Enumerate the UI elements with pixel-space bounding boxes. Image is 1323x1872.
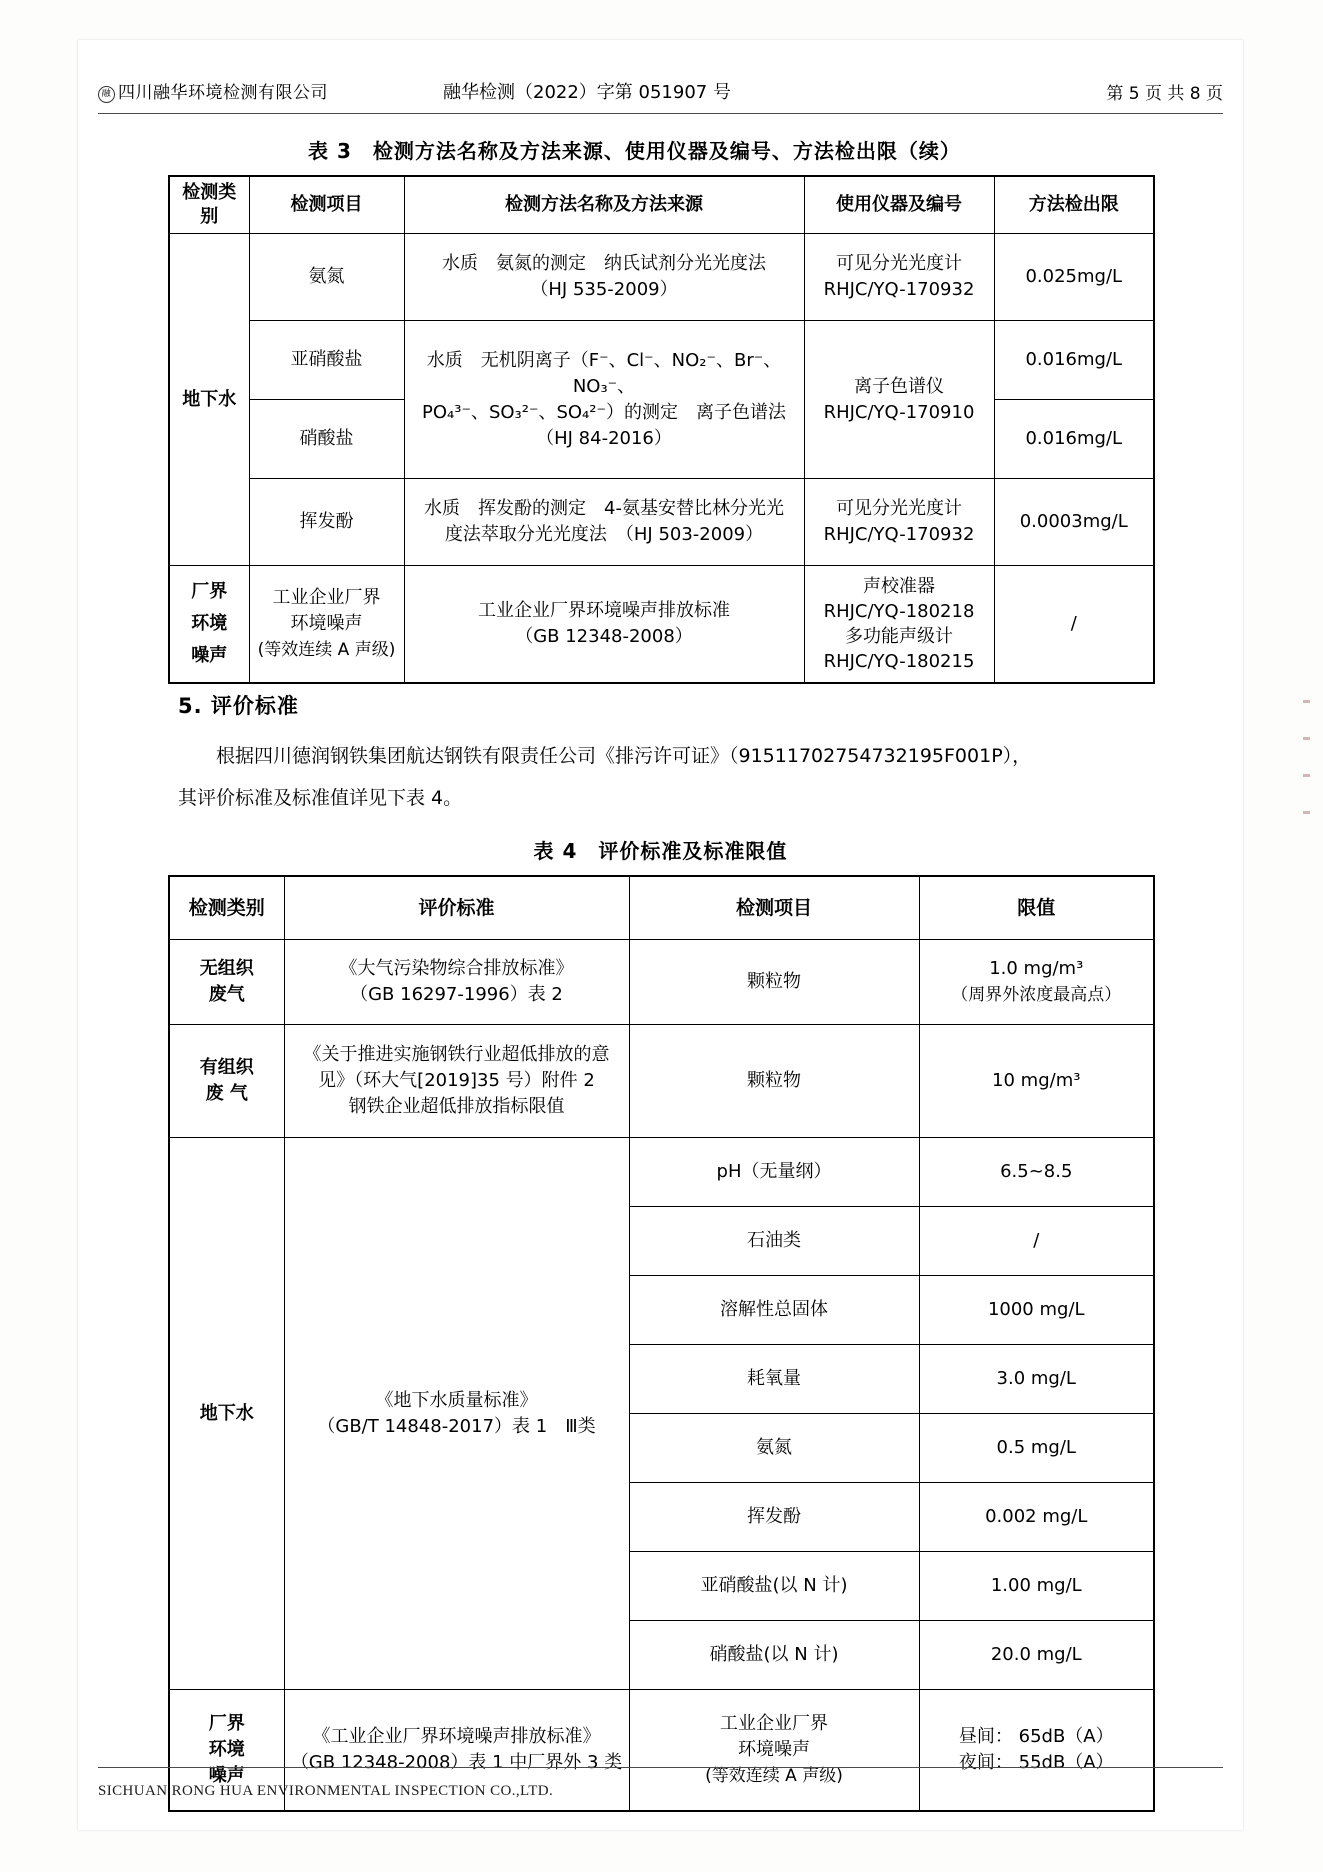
page-header	[98, 78, 1223, 110]
th-limit: 方法检出限	[994, 176, 1154, 234]
cell4-category-noise: 厂界 环境 噪声	[169, 1690, 284, 1812]
cell-limit-volatile-phenol: 0.0003mg/L	[994, 479, 1154, 566]
section-5-paragraph	[178, 735, 1178, 819]
cell-category-noise: 厂界 环境 噪声	[169, 566, 249, 684]
table-method-sources	[168, 175, 1155, 684]
page-sheet	[78, 40, 1243, 1830]
table-row	[169, 940, 1154, 1025]
table-row	[169, 234, 1154, 321]
cell4-limit-particulate-1: 1.0 mg/m³ （周界外浓度最高点）	[919, 940, 1154, 1025]
cell-device-noise: 声校准器 RHJC/YQ-180218 多功能声级计 RHJC/YQ-180215	[804, 566, 994, 684]
cell4-item-nitrite: 亚硝酸盐(以 N 计)	[629, 1552, 919, 1621]
cell4-standard-organized-gas: 《关于推进实施钢铁行业超低排放的意 见》（环大气[2019]35 号）附件 2 钢铁企业超低排放指标限值	[284, 1025, 629, 1138]
cell-device-spectrophotometer-2: 可见分光光度计 RHJC/YQ-170932	[804, 479, 994, 566]
cell-item-noise: 工业企业厂界 环境噪声 (等效连续 A 声级)	[249, 566, 404, 684]
table-row	[169, 876, 1154, 940]
table4-caption: 表 4 评价标准及标准限值	[533, 839, 788, 863]
report-number: 融华检测（2022）字第 051907 号	[443, 82, 731, 103]
cell4-item-noise: 工业企业厂界 环境噪声 (等效连续 A 声级)	[629, 1690, 919, 1812]
table-row	[169, 1138, 1154, 1207]
th4-standard: 评价标准	[284, 876, 629, 940]
cell-item-nitrate: 硝酸盐	[249, 400, 404, 479]
company-name-text: 四川融华环境检测有限公司	[118, 83, 328, 103]
paragraph-line-2: 其评价标准及标准值详见下表 4。	[178, 787, 463, 809]
cell-category-groundwater: 地下水	[169, 234, 249, 566]
header-divider	[98, 113, 1223, 114]
table-row	[169, 176, 1154, 234]
th-device: 使用仪器及编号	[804, 176, 994, 234]
th-method: 检测方法名称及方法来源	[404, 176, 804, 234]
cell4-limit-ammonia: 0.5 mg/L	[919, 1414, 1154, 1483]
cell4-limit-petroleum: /	[919, 1207, 1154, 1276]
footer-company-en: SICHUAN RONG HUA ENVIRONMENTAL INSPECTION CO.,LTD.	[98, 1783, 554, 1799]
footer-divider	[98, 1767, 1223, 1768]
cell-item-volatile-phenol: 挥发酚	[249, 479, 404, 566]
th4-category: 检测类别	[169, 876, 284, 940]
cell4-standard-noise: 《工业企业厂界环境噪声排放标准》 （GB 12348-2008）表 1 中厂界外 3 类	[284, 1690, 629, 1812]
company-logo-icon: 融	[98, 86, 115, 103]
cell-limit-noise: /	[994, 566, 1154, 684]
paragraph-line-1: 根据四川德润钢铁集团航达钢铁有限责任公司《排污许可证》（91511702754732195F001P），	[216, 745, 1032, 767]
cell4-limit-ph: 6.5~8.5	[919, 1138, 1154, 1207]
page-edge-marks	[1303, 700, 1317, 880]
cell4-item-ph: pH（无量纲）	[629, 1138, 919, 1207]
cell-method-ions: 水质 无机阴离子（F⁻、Cl⁻、NO₂⁻、Br⁻、NO₃⁻、 PO₄³⁻、SO₃²⁻、SO₄²⁻）的测定 离子色谱法 （HJ 84-2016）	[404, 321, 804, 479]
table-evaluation-standards	[168, 875, 1155, 1812]
section-title-5: 5. 评价标准	[178, 694, 299, 718]
cell4-item-particulate-2: 颗粒物	[629, 1025, 919, 1138]
table-row	[169, 321, 1154, 400]
cell-device-ion-chromatograph: 离子色谱仪 RHJC/YQ-170910	[804, 321, 994, 479]
cell4-limit-volatile-phenol: 0.002 mg/L	[919, 1483, 1154, 1552]
cell4-limit-noise: 昼间： 65dB（A） 夜间： 55dB（A）	[919, 1690, 1154, 1812]
cell-method-noise: 工业企业厂界环境噪声排放标准 （GB 12348-2008）	[404, 566, 804, 684]
cell4-limit-nitrite: 1.00 mg/L	[919, 1552, 1154, 1621]
cell4-item-ammonia: 氨氮	[629, 1414, 919, 1483]
cell4-limit-cod-mn: 3.0 mg/L	[919, 1345, 1154, 1414]
cell-item-ammonia: 氨氮	[249, 234, 404, 321]
cell4-item-volatile-phenol: 挥发酚	[629, 1483, 919, 1552]
cell4-category-organized-gas: 有组织 废 气	[169, 1025, 284, 1138]
cell4-category-fugitive-gas: 无组织 废气	[169, 940, 284, 1025]
cell-method-ammonia: 水质 氨氮的测定 纳氏试剂分光光度法 （HJ 535-2009）	[404, 234, 804, 321]
cell-item-nitrite: 亚硝酸盐	[249, 321, 404, 400]
cell-method-volatile-phenol: 水质 挥发酚的测定 4-氨基安替比林分光光 度法萃取分光光度法 （HJ 503-2009）	[404, 479, 804, 566]
th4-limit: 限值	[919, 876, 1154, 940]
cell4-limit-tds: 1000 mg/L	[919, 1276, 1154, 1345]
cell4-item-cod-mn: 耗氧量	[629, 1345, 919, 1414]
cell4-category-groundwater: 地下水	[169, 1138, 284, 1690]
company-name-header	[98, 78, 328, 103]
table-row	[169, 479, 1154, 566]
cell4-limit-nitrate: 20.0 mg/L	[919, 1621, 1154, 1690]
th-category: 检测类别	[169, 176, 249, 234]
table3-caption: 表 3 检测方法名称及方法来源、使用仪器及编号、方法检出限（续）	[308, 139, 961, 163]
th-item: 检测项目	[249, 176, 404, 234]
cell-device-spectrophotometer-1: 可见分光光度计 RHJC/YQ-170932	[804, 234, 994, 321]
cell4-item-nitrate: 硝酸盐(以 N 计)	[629, 1621, 919, 1690]
cell4-limit-particulate-2: 10 mg/m³	[919, 1025, 1154, 1138]
cell4-item-tds: 溶解性总固体	[629, 1276, 919, 1345]
cell-limit-ammonia: 0.025mg/L	[994, 234, 1154, 321]
cell4-standard-fugitive-gas: 《大气污染物综合排放标准》 （GB 16297-1996）表 2	[284, 940, 629, 1025]
cell4-item-petroleum: 石油类	[629, 1207, 919, 1276]
th4-item: 检测项目	[629, 876, 919, 940]
table-row	[169, 1025, 1154, 1138]
cell4-standard-groundwater: 《地下水质量标准》 （GB/T 14848-2017）表 1 Ⅲ类	[284, 1138, 629, 1690]
page-number: 第 5 页 共 8 页	[1106, 84, 1223, 104]
cell4-item-particulate-1: 颗粒物	[629, 940, 919, 1025]
cell-limit-nitrite: 0.016mg/L	[994, 321, 1154, 400]
table-row	[169, 566, 1154, 684]
cell-limit-nitrate: 0.016mg/L	[994, 400, 1154, 479]
